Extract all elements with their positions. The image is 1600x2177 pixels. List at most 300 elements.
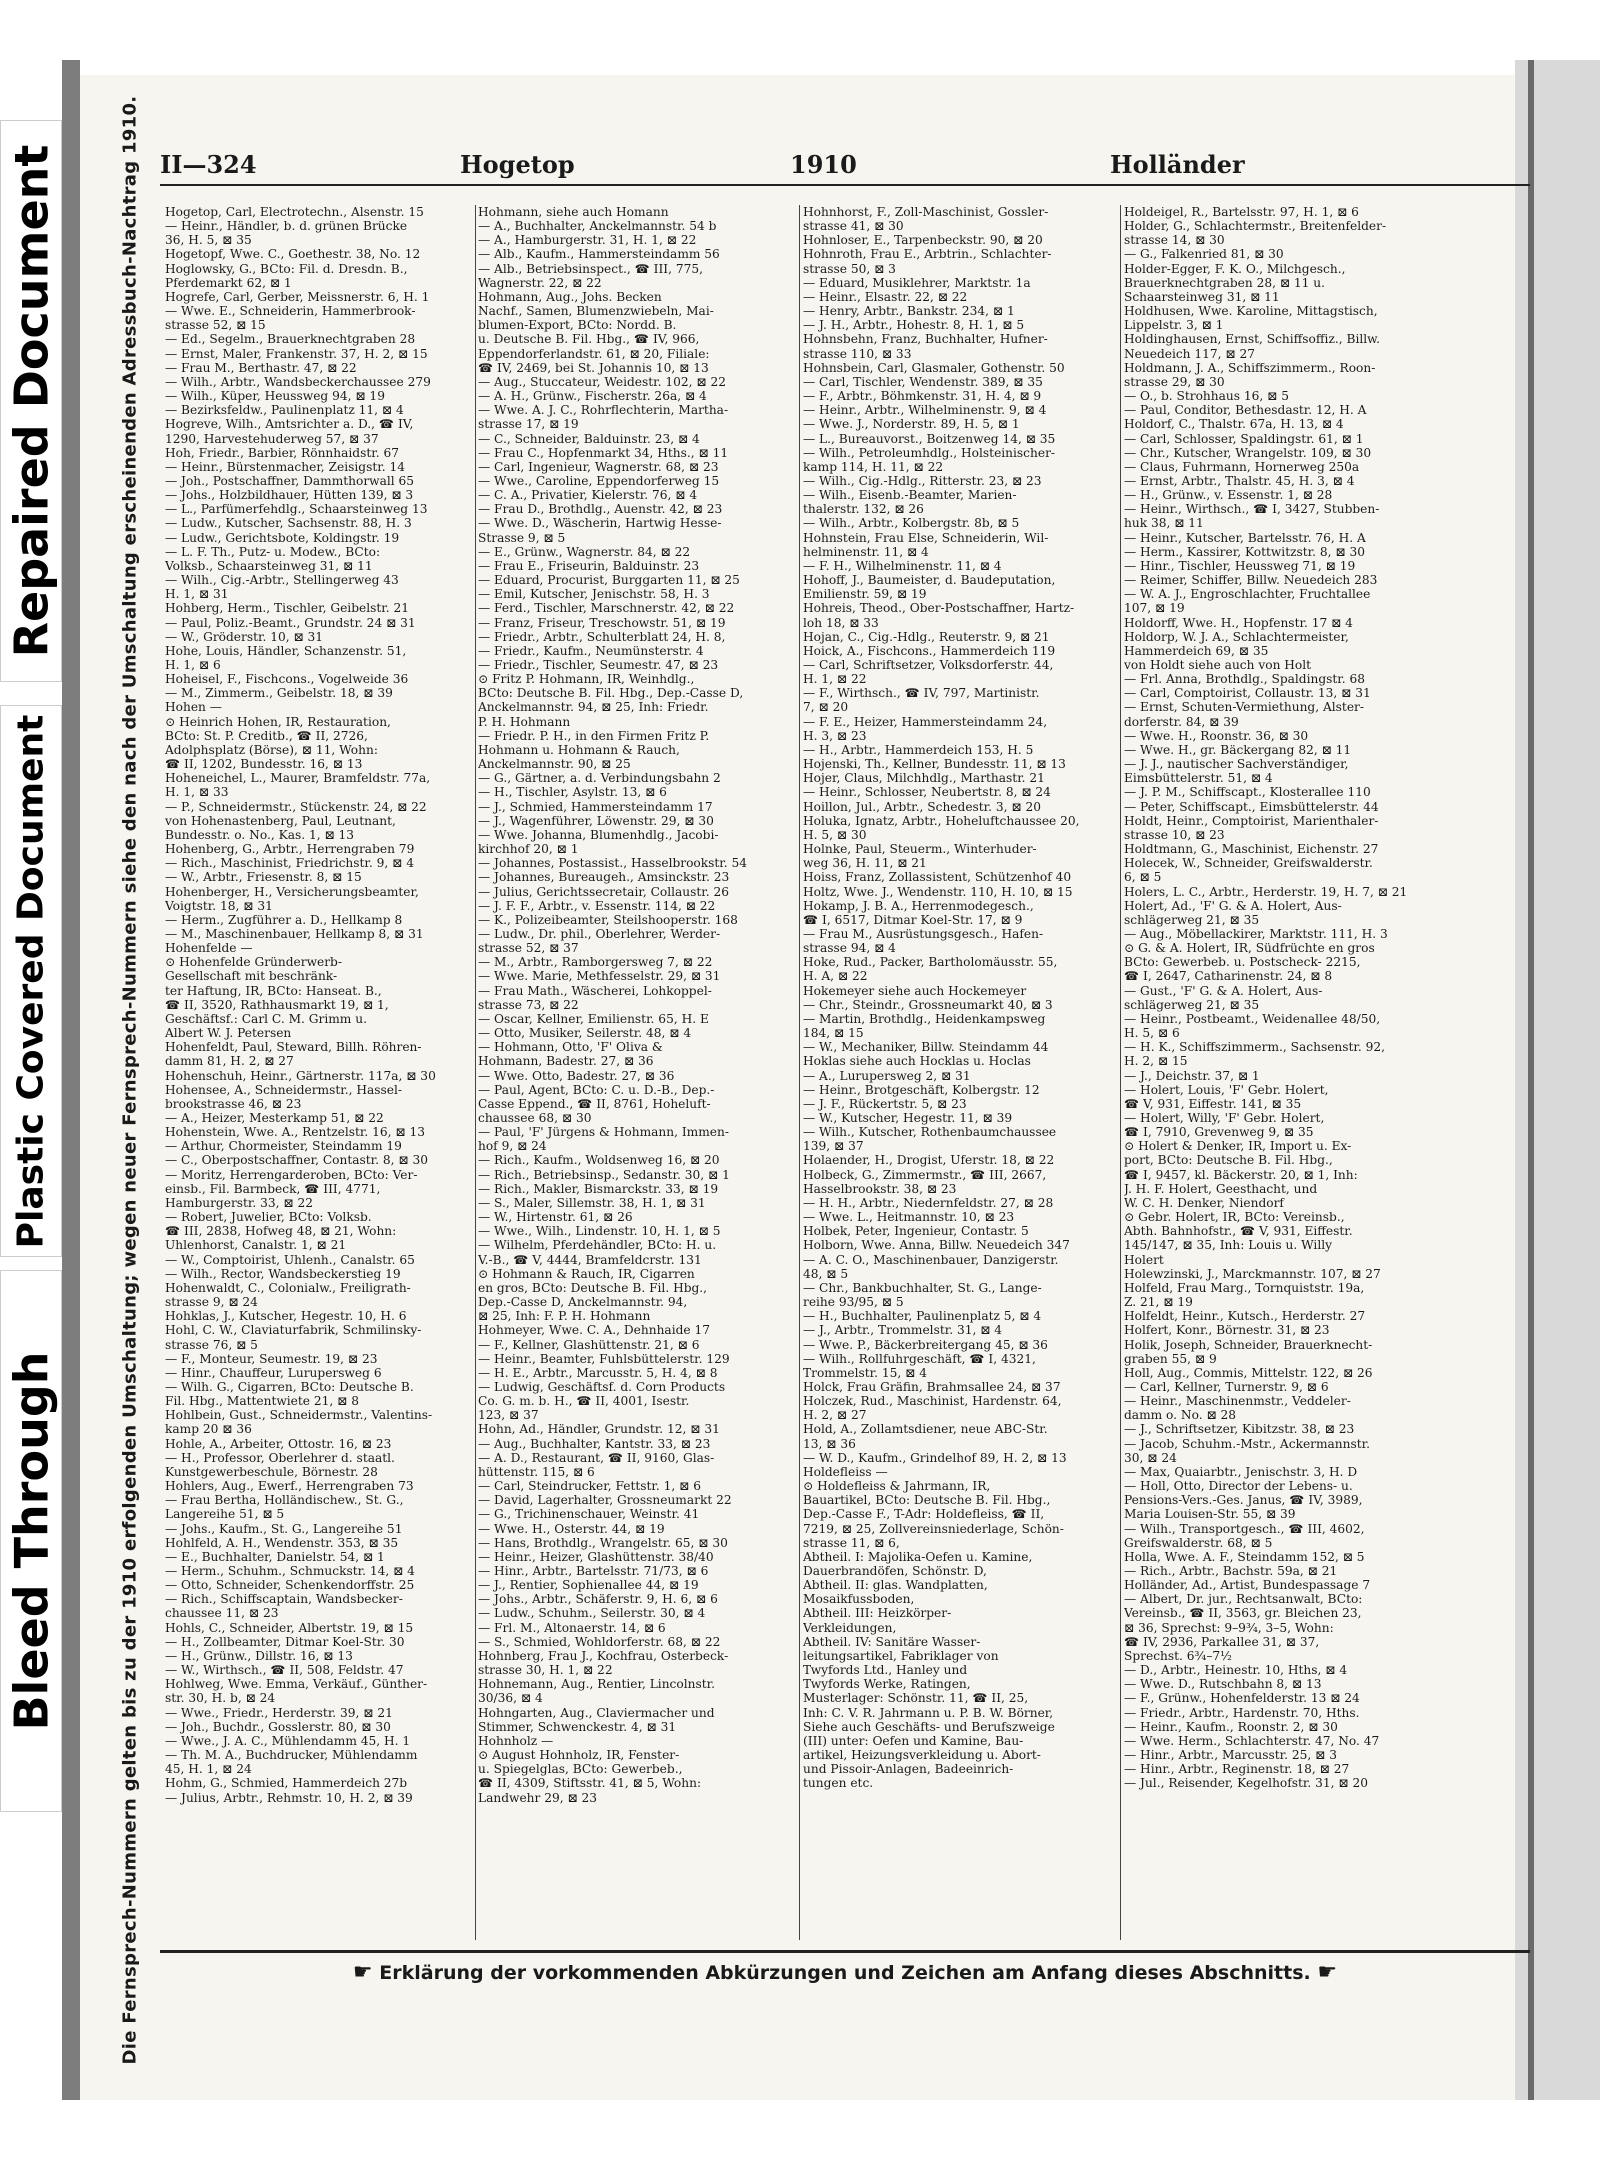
- directory-entry: W. C. H. Denker, Niendorf: [1124, 1195, 1284, 1210]
- directory-entry: Hogrefe, Carl, Gerber, Meissnerstr. 6, H. 1: [165, 289, 430, 304]
- directory-entry: Hohmann, Badestr. 27, ⊠ 36: [478, 1054, 654, 1069]
- directory-entry: — Wwe. E., Schneiderin, Hammerbrook-: [165, 304, 416, 319]
- directory-entry: — A. C. O., Maschinenbauer, Danzigerstr.: [803, 1252, 1059, 1267]
- directory-entry: 145/147, ⊠ 35, Inh: Louis u. Willy: [1124, 1238, 1333, 1253]
- directory-entry: — L. F. Th., Putz- u. Modew., BCto:: [165, 544, 381, 559]
- directory-entry: — E., Buchhalter, Danielstr. 54, ⊠ 1: [165, 1549, 385, 1564]
- directory-entry: Hohlfeld, A. H., Wendenstr. 353, ⊠ 35: [165, 1535, 399, 1550]
- directory-entry: — Wilh., Cig.-Hdlg., Ritterstr. 23, ⊠ 23: [803, 473, 1042, 488]
- directory-entry: — Holert, Louis, 'F' Gebr. Holert,: [1124, 1082, 1329, 1097]
- directory-entry: — G., Trichinenschauer, Weinstr. 41: [478, 1507, 700, 1522]
- directory-entry: — F., Wirthsch., ☎ IV, 797, Martinistr.: [803, 686, 1040, 701]
- directory-entry: — Heinr., Händler, b. d. grünen Brücke: [165, 219, 408, 234]
- directory-entry: Hohmann u. Hohmann & Rauch,: [478, 742, 680, 757]
- directory-entry: — Hinr., Chauffeur, Lurupersweg 6: [165, 1365, 382, 1380]
- directory-entry: Holdhusen, Wwe. Karoline, Mittagstisch,: [1124, 304, 1378, 319]
- directory-entry: — C. A., Privatier, Kielerstr. 76, ⊠ 4: [478, 488, 698, 503]
- directory-entry: — Moritz, Herrengarderoben, BCto: Ver-: [165, 1167, 418, 1182]
- directory-entry: port, BCto: Deutsche B. Fil. Hbg.,: [1124, 1153, 1333, 1168]
- directory-entry: Abth. Bahnhofstr., ☎ V, 931, Eiffestr.: [1124, 1224, 1353, 1239]
- directory-entry: — Jacob, Schuhm.-Mstr., Ackermannstr.: [1124, 1436, 1371, 1451]
- directory-entry: Pferdemarkt 62, ⊠ 1: [165, 275, 292, 290]
- directory-entry: Dep.-Casse D, Anckelmannstr. 94,: [478, 1295, 688, 1310]
- directory-entry: — Wilh., Arbtr., Kolbergstr. 8b, ⊠ 5: [803, 516, 1020, 531]
- directory-entry: von Holdt siehe auch von Holt: [1124, 658, 1312, 672]
- directory-entry: — Ernst, Schuten-Vermiethung, Alster-: [1124, 700, 1364, 715]
- directory-entry: — Heinr., Kutscher, Bartelsstr. 76, H. A: [1124, 530, 1366, 545]
- directory-entry: ⊙ Gebr. Holert, IR, BCto: Vereinsb.,: [1124, 1210, 1345, 1225]
- repaired-document-text: Repaired Document: [4, 144, 59, 658]
- directory-entry: Holdeigel, R., Bartelsstr. 97, H. 1, ⊠ 6: [1124, 205, 1359, 219]
- directory-entry: en gros, BCto: Deutsche B. Fil. Hbg.,: [478, 1280, 708, 1295]
- directory-entry: Hoh, Friedr., Barbier, Rönnhaidstr. 67: [165, 445, 399, 460]
- directory-entry: kirchhof 20, ⊠ 1: [478, 842, 579, 857]
- directory-entry: Hoiss, Franz, Zollassistent, Schützenhof 40: [803, 870, 1072, 885]
- directory-entry: 107, ⊠ 19: [1124, 601, 1185, 616]
- directory-entry: Hohngarten, Aug., Claviermacher und: [478, 1705, 715, 1720]
- directory-entry: Kunstgewerbeschule, Börnestr. 28: [165, 1464, 378, 1479]
- directory-entry: Nachf., Samen, Blumenzwiebeln, Mai-: [478, 304, 714, 319]
- directory-entry: Dep.-Casse F., T-Adr: Holdefleiss, ☎ II,: [803, 1507, 1045, 1522]
- directory-entry: H. 5, ⊠ 30: [803, 827, 867, 842]
- directory-entry: Trommelstr. 15, ⊠ 4: [803, 1365, 927, 1380]
- directory-entry: — Peter, Schiffscapt., Eimsbüttelerstr. 44: [1124, 799, 1379, 814]
- directory-entry: Hohenstein, Wwe. A., Rentzelstr. 16, ⊠ 13: [165, 1125, 425, 1140]
- directory-entry: Holdinghausen, Ernst, Schiffsoffiz., Billw.: [1124, 332, 1380, 347]
- directory-entry: ⊙ Holdefleiss & Jahrmann, IR,: [803, 1479, 991, 1494]
- directory-entry: Hammerdeich 69, ⊠ 35: [1124, 643, 1269, 658]
- directory-entry: Holik, Joseph, Schneider, Brauerknecht-: [1124, 1337, 1373, 1352]
- directory-entry: Neuedeich 117, ⊠ 27: [1124, 346, 1256, 361]
- directory-entry: Holdt, Heinr., Comptoirist, Marienthaler-: [1124, 813, 1379, 828]
- directory-entry: Holbeck, G., Zimmermstr., ☎ III, 2667,: [803, 1167, 1047, 1182]
- directory-entry: — G., Falkenried 81, ⊠ 30: [1124, 247, 1284, 262]
- directory-entry: Hohl, C. W., Claviaturfabrik, Schmilinsky-: [165, 1323, 422, 1338]
- directory-entry: Holbek, Peter, Ingenieur, Contastr. 5: [803, 1224, 1029, 1239]
- directory-entry: — Rich., Makler, Bismarckstr. 33, ⊠ 19: [478, 1181, 719, 1196]
- directory-entry: 7, ⊠ 20: [803, 700, 849, 715]
- directory-entry: H. 2, ⊠ 27: [803, 1408, 867, 1423]
- directory-entry: leitungsartikel, Fabriklager von: [803, 1648, 999, 1663]
- directory-entry: — H., Grünw., v. Essenstr. 1, ⊠ 28: [1124, 488, 1333, 503]
- directory-entry: — Ludw., Gerichtsbote, Koldingstr. 19: [165, 530, 400, 545]
- directory-entry: H. 1, ⊠ 33: [165, 785, 229, 800]
- directory-entry: strasse 76, ⊠ 5: [165, 1337, 258, 1352]
- directory-entry: — Johs., Holzbildhauer, Hütten 139, ⊠ 3: [165, 488, 414, 503]
- directory-entry: — M., Zimmerm., Geibelstr. 18, ⊠ 39: [165, 686, 393, 701]
- directory-entry: strasse 50, ⊠ 3: [803, 261, 896, 276]
- directory-entry: — Wwe. D., Wäscherin, Hartwig Hesse-: [478, 516, 722, 531]
- directory-entry: Hohreis, Theod., Ober-Postschaffner, Hartz-: [803, 601, 1075, 616]
- plastic-covered-text: Plastic Covered Document: [10, 714, 52, 1248]
- directory-entry: — F., Monteur, Seumestr. 19, ⊠ 23: [165, 1351, 378, 1366]
- directory-entry: Hohberg, Herm., Tischler, Geibelstr. 21: [165, 601, 410, 616]
- directory-entry: 6, ⊠ 5: [1124, 870, 1162, 885]
- directory-entry: ⊙ Hohmann & Rauch, IR, Cigarren: [478, 1266, 695, 1281]
- column-1: [165, 205, 475, 1940]
- directory-entry: — W. D., Kaufm., Grindelhof 89, H. 2, ⊠ 13: [803, 1450, 1067, 1465]
- directory-entry: Holborn, Wwe. Anna, Billw. Neuedeich 347: [803, 1238, 1070, 1253]
- directory-entry: — Frl. M., Altonaerstr. 14, ⊠ 6: [478, 1620, 666, 1635]
- directory-entry: Hogreve, Wilh., Amtsrichter a. D., ☎ IV,: [165, 417, 414, 432]
- directory-entry: Hojer, Claus, Milchhdlg., Marthastr. 21: [803, 771, 1045, 786]
- directory-entry: Hohls, C., Schneider, Albertstr. 19, ⊠ 15: [165, 1620, 414, 1635]
- directory-entry: — W., Hirtenstr. 61, ⊠ 26: [478, 1210, 633, 1225]
- directory-entry: — Wilh., Cig.-Arbtr., Stellingerweg 43: [165, 573, 399, 588]
- directory-entry: brookstrasse 46, ⊠ 23: [165, 1096, 302, 1111]
- directory-entry: hüttenstr. 115, ⊠ 6: [478, 1464, 595, 1479]
- directory-entry: BCto: Gewerbeb. u. Postscheck- 2215,: [1124, 955, 1361, 970]
- directory-entry: Hohmeyer, Wwe. C. A., Dehnhaide 17: [478, 1323, 710, 1338]
- directory-entry: Hohenwaldt, C., Colonialw., Freiligrath-: [165, 1280, 411, 1295]
- directory-entry: — W., Kutscher, Hegestr. 11, ⊠ 39: [803, 1111, 1013, 1125]
- directory-entry: Hohklas, J., Kutscher, Hegestr. 10, H. 6: [165, 1309, 407, 1324]
- directory-entry: — Wwe. Marie, Methfesselstr. 29, ⊠ 31: [478, 969, 721, 984]
- directory-entry: Hoklas siehe auch Hocklas u. Hoclas: [803, 1054, 1031, 1069]
- directory-entry: — W., Comptoirist, Uhlenh., Canalstr. 65: [165, 1252, 415, 1267]
- directory-entry: strasse 41, ⊠ 30: [803, 219, 904, 234]
- directory-entry: — Hinr., Arbtr., Marcusstr. 25, ⊠ 3: [1124, 1748, 1337, 1763]
- directory-entry: Hohlers, Aug., Ewerf., Herrengraben 73: [165, 1479, 414, 1494]
- directory-entry: strasse 110, ⊠ 33: [803, 346, 912, 361]
- directory-entry: — Eduard, Procurist, Burggarten 11, ⊠ 25: [478, 573, 740, 588]
- directory-entry: — Wwe. H., Roonstr. 36, ⊠ 30: [1124, 728, 1309, 743]
- directory-entry: — Wilh., Rollfuhrgeschäft, ☎ I, 4321,: [803, 1351, 1036, 1366]
- directory-entry: Vereinsb., ☎ II, 3563, gr. Bleichen 23,: [1124, 1606, 1362, 1621]
- directory-entry: Hoheneichel, L., Maurer, Bramfeldstr. 77a,: [165, 771, 431, 786]
- directory-entry: Verkleidungen,: [803, 1620, 897, 1635]
- directory-entry: — J., Rentier, Sophienallee 44, ⊠ 19: [478, 1578, 699, 1593]
- directory-entry: — Eduard, Musiklehrer, Marktstr. 1a: [803, 275, 1031, 290]
- directory-entry: — Oscar, Kellner, Emilienstr. 65, H. E: [478, 1011, 709, 1026]
- directory-entry: — Johannes, Postassist., Hasselbrookstr. 54: [478, 856, 748, 871]
- directory-entry: — Frl. Anna, Brothdlg., Spaldingstr. 68: [1124, 672, 1366, 687]
- directory-entry: — Wilh., Eisenb.-Beamter, Marien-: [803, 488, 1017, 503]
- directory-entry: 139, ⊠ 37: [803, 1139, 864, 1154]
- directory-entry: strasse 29, ⊠ 30: [1124, 374, 1225, 389]
- column-divider: [799, 205, 800, 1940]
- directory-entry: dorferstr. 84, ⊠ 39: [1124, 714, 1239, 729]
- directory-entry: Hogetop, Carl, Electrotechn., Alsenstr. 15: [165, 205, 424, 219]
- directory-entry: helminenstr. 11, ⊠ 4: [803, 544, 929, 559]
- directory-entry: — Martin, Brothdlg., Heidenkampsweg: [803, 1011, 1046, 1026]
- directory-entry: — Wwe., Caroline, Eppendorferweg 15: [478, 473, 720, 488]
- directory-entry: Fil. Hbg., Mattentwiete 21, ⊠ 8: [165, 1394, 359, 1409]
- directory-entry: Holdorf, C., Thalstr. 67a, H. 13, ⊠ 4: [1124, 417, 1344, 432]
- directory-entry: ☎ III, 2838, Hofweg 48, ⊠ 21, Wohn:: [165, 1224, 397, 1239]
- directory-entry: — Rich., Kaufm., Woldsenweg 16, ⊠ 20: [478, 1153, 720, 1168]
- directory-entry: 184, ⊠ 15: [803, 1026, 864, 1041]
- directory-entry: Gesellschaft mit beschränk-: [165, 969, 338, 984]
- directory-entry: — Jul., Reisender, Kegelhofstr. 31, ⊠ 20: [1124, 1776, 1369, 1791]
- directory-entry: — Carl, Schlosser, Spaldingstr. 61, ⊠ 1: [1124, 431, 1364, 446]
- directory-entry: — Ernst, Arbtr., Thalstr. 45, H. 3, ⊠ 4: [1124, 473, 1355, 488]
- directory-entry: Hohlbein, Gust., Schneidermstr., Valentins-: [165, 1408, 433, 1423]
- directory-entry: Hohmann, Aug., Johs. Becken: [478, 289, 662, 304]
- directory-entry: — Carl, Ingenieur, Wagnerstr. 68, ⊠ 23: [478, 459, 719, 474]
- directory-entry: hof 9, ⊠ 24: [478, 1139, 547, 1154]
- directory-entry: ☎ IV, 2469, bei St. Johannis 10, ⊠ 13: [478, 360, 709, 375]
- directory-entry: — J. F., Rückertstr. 5, ⊠ 23: [803, 1096, 967, 1111]
- directory-entry: Schaarsteinweg 31, ⊠ 11: [1124, 289, 1280, 304]
- directory-entry: ⊙ Holert & Denker, IR, Import u. Ex-: [1124, 1139, 1352, 1154]
- directory-entry: Strasse 9, ⊠ 5: [478, 530, 566, 545]
- directory-entry: Emilienstr. 59, ⊠ 19: [803, 587, 927, 602]
- directory-entry: 36, H. 5, ⊠ 35: [165, 233, 252, 248]
- directory-entry: — Wilh., Küper, Heussweg 94, ⊠ 19: [165, 389, 385, 404]
- directory-entry: ☎ I, 9457, kl. Bäckerstr. 20, ⊠ 1, Inh:: [1124, 1167, 1358, 1182]
- directory-entry: 123, ⊠ 37: [478, 1408, 539, 1423]
- directory-entry: ☎ I, 6517, Ditmar Koel-Str. 17, ⊠ 9: [803, 912, 1023, 927]
- directory-entry: Anckelmannstr. 90, ⊠ 25: [478, 757, 631, 772]
- directory-entry: J. H. F. Holert, Geesthacht, und: [1124, 1181, 1318, 1196]
- directory-entry: — Paul, Agent, BCto: C. u. D.-B., Dep.-: [478, 1082, 715, 1097]
- directory-entry: — Heinr., Beamter, Fuhlsbüttelerstr. 129: [478, 1351, 730, 1366]
- directory-entry: — Frau C., Hopfenmarkt 34, Hths., ⊠ 11: [478, 445, 729, 460]
- directory-entry: Hohen —: [165, 700, 222, 715]
- directory-entry: — J., Schmied, Hammersteindamm 17: [478, 799, 713, 814]
- directory-entry: Hohle, A., Arbeiter, Ottostr. 16, ⊠ 23: [165, 1436, 392, 1451]
- directory-entry: strasse 11, ⊠ 6,: [803, 1535, 900, 1550]
- directory-entry: Hohenfelde —: [165, 941, 253, 956]
- directory-entry: — J., Arbtr., Trommelstr. 31, ⊠ 4: [803, 1323, 1003, 1338]
- directory-entry: — M., Arbtr., Ramborgersweg 7, ⊠ 22: [478, 955, 713, 970]
- directory-entry: — Wwe. D., Rutschbahn 8, ⊠ 13: [1124, 1677, 1322, 1692]
- directory-entry: — A., Heizer, Mesterkamp 51, ⊠ 22: [165, 1111, 384, 1125]
- directory-entry: Hohnsbein, Carl, Glasmaler, Gothenstr. 50: [803, 360, 1065, 375]
- directory-entry: — G., Gärtner, a. d. Verbindungsbahn 2: [478, 771, 721, 786]
- page-footer: [160, 1960, 1530, 1985]
- directory-entry: Dauerbrandöfen, Schönstr. D,: [803, 1564, 987, 1578]
- directory-entry: — Franz, Friseur, Treschowstr. 51, ⊠ 19: [478, 615, 726, 630]
- directory-entry: — Wilhelm, Pferdehändler, BCto: H. u.: [478, 1238, 717, 1253]
- directory-entry: — Heinr., Bürstenmacher, Zeisigstr. 14: [165, 459, 405, 474]
- directory-entry: Holers, L. C., Arbtr., Herderstr. 19, H. 7, ⊠ 21: [1124, 884, 1408, 899]
- directory-entry: — Arthur, Chormeister, Steindamm 19: [165, 1139, 402, 1154]
- directory-entry: Hohnemann, Aug., Rentier, Lincolnstr.: [478, 1677, 715, 1692]
- directory-entry: ☎ II, 3520, Rathhausmarkt 19, ⊠ 1,: [165, 997, 389, 1012]
- directory-entry: — Chr., Bankbuchhalter, St. G., Lange-: [803, 1280, 1042, 1295]
- directory-entry: — Ernst, Maler, Frankenstr. 37, H. 2, ⊠ 15: [165, 346, 428, 361]
- directory-entry: Musterlager: Schönstr. 11, ☎ II, 25,: [803, 1691, 1029, 1706]
- directory-entry: Hoillon, Jul., Arbtr., Schedestr. 3, ⊠ 20: [803, 799, 1042, 814]
- directory-entry: Co. G. m. b. H., ☎ II, 4001, Isestr.: [478, 1394, 690, 1409]
- directory-entry: Geschäftsf.: Carl C. M. Grimm u.: [165, 1011, 367, 1026]
- directory-entry: — A., Hamburgerstr. 31, H. 1, ⊠ 22: [478, 233, 697, 248]
- directory-entry: ☎ IV, 2936, Parkallee 31, ⊠ 37,: [1124, 1634, 1320, 1649]
- directory-entry: — Rich., Maschinist, Friedrichstr. 9, ⊠ 4: [165, 856, 414, 871]
- directory-entry: — Henry, Arbtr., Bankstr. 234, ⊠ 1: [803, 304, 1015, 319]
- directory-entry: — Max, Quaiarbtr., Jenischstr. 3, H. D: [1124, 1464, 1358, 1479]
- directory-entry: Holecek, W., Schneider, Greifswalderstr.: [1124, 856, 1373, 871]
- directory-entry: — Johs., Arbtr., Schäferstr. 9, H. 6, ⊠ 6: [478, 1592, 718, 1607]
- directory-entry: Holdorp, W. J. A., Schlachtermeister,: [1124, 629, 1349, 644]
- directory-entry: Eimsbüttelerstr. 51, ⊠ 4: [1124, 771, 1273, 786]
- directory-entry: — D., Arbtr., Heinestr. 10, Hths, ⊠ 4: [1124, 1663, 1348, 1678]
- directory-entry: — Alb., Betriebsinspect., ☎ III, 775,: [478, 261, 703, 276]
- directory-entry: thalerstr. 132, ⊠ 26: [803, 502, 924, 517]
- directory-entry: Holnke, Paul, Steuerm., Winterhuder-: [803, 842, 1037, 857]
- directory-entry: Hohnhorst, F., Zoll-Maschinist, Gossler-: [803, 205, 1049, 219]
- directory-entry: strasse 94, ⊠ 4: [803, 941, 896, 956]
- directory-entry: Maria Louisen-Str. 55, ⊠ 39: [1124, 1507, 1296, 1522]
- directory-entry: ter Haftung, IR, BCto: Hanseat. B.,: [165, 983, 382, 998]
- directory-entry: — Wwe. P., Bäckerbreitergang 45, ⊠ 36: [803, 1337, 1048, 1352]
- directory-entry: H. 1, ⊠ 6: [165, 658, 221, 672]
- directory-entry: — Heinr., Arbtr., Wilhelminenstr. 9, ⊠ 4: [803, 403, 1047, 418]
- directory-entry: H. 3, ⊠ 23: [803, 728, 867, 743]
- directory-entry: Holländer, Ad., Artist, Bundespassage 7: [1124, 1578, 1371, 1593]
- directory-entry: Hoke, Rud., Packer, Bartholomäusstr. 55,: [803, 955, 1058, 970]
- directory-entry: — Gust., 'F' G. & A. Holert, Aus-: [1124, 983, 1323, 998]
- directory-entry: ☎ I, 2647, Catharinenstr. 24, ⊠ 8: [1124, 969, 1333, 984]
- directory-entry: Langereihe 51, ⊠ 5: [165, 1507, 285, 1522]
- pointing-hand-icon: ☛: [352, 1960, 373, 1985]
- binding-gutter-line: [1528, 60, 1534, 2100]
- directory-entry: Hohoff, J., Baumeister, d. Baudeputation,: [803, 573, 1056, 588]
- plastic-covered-label: [0, 705, 62, 1257]
- directory-entry: weg 36, H. 11, ⊠ 21: [803, 856, 927, 871]
- directory-entry: Brauerknechtgraben 28, ⊠ 11 u.: [1124, 275, 1326, 290]
- directory-entry: Inh: C. V. R. Jahrmann u. P. B. W. Börner,: [803, 1705, 1054, 1720]
- directory-entry: BCto: Deutsche B. Fil. Hbg., Dep.-Casse D,: [478, 686, 744, 701]
- directory-entry: Hohenschuh, Heinr., Gärtnerstr. 117a, ⊠ 30: [165, 1068, 436, 1083]
- directory-entry: — H., Zollbeamter, Ditmar Koel-Str. 30: [165, 1634, 405, 1649]
- column-3: [803, 205, 1118, 1940]
- directory-entry: Hohnholz —: [478, 1733, 554, 1748]
- directory-entry: — Wwe. A. J. C., Rohrflechterin, Martha-: [478, 403, 729, 418]
- directory-entry: P. H. Hohmann: [478, 714, 571, 729]
- directory-entry: — Ludw., Dr. phil., Oberlehrer, Werder-: [478, 926, 721, 941]
- directory-entry: — H. E., Arbtr., Marcusstr. 5, H. 4, ⊠ 8: [478, 1365, 718, 1380]
- directory-entry: Volksb., Schaarsteinweg 31, ⊠ 11: [165, 558, 373, 573]
- directory-entry: einsb., Fil. Barmbeck, ☎ III, 4771,: [165, 1181, 381, 1196]
- directory-entry: Holla, Wwe. A. F., Steindamm 152, ⊠ 5: [1124, 1549, 1365, 1564]
- directory-entry: — Hinr., Tischler, Heussweg 71, ⊠ 19: [1124, 558, 1356, 573]
- directory-entry: Voigtstr. 18, ⊠ 31: [165, 898, 273, 913]
- directory-entry: — Ludwig, Geschäftsf. d. Corn Products: [478, 1379, 726, 1394]
- directory-entry: Z. 21, ⊠ 19: [1124, 1295, 1193, 1310]
- directory-entry: Hoglowsky, G., BCto: Fil. d. Dresdn. B.,: [165, 261, 408, 276]
- directory-entry: Hohn, Ad., Händler, Grundstr. 12, ⊠ 31: [478, 1422, 720, 1437]
- directory-entry: — A., Lurupersweg 2, ⊠ 31: [803, 1068, 971, 1083]
- directory-entry: — Ludw., Schuhm., Seilerstr. 30, ⊠ 4: [478, 1606, 706, 1621]
- directory-entry: schlägerweg 21, ⊠ 35: [1124, 912, 1260, 927]
- directory-entry: 48, ⊠ 5: [803, 1266, 849, 1281]
- directory-entry: graben 55, ⊠ 9: [1124, 1351, 1217, 1366]
- directory-entry: Casse Eppend., ☎ II, 8761, Hoheluft-: [478, 1096, 711, 1111]
- directory-entry: Hogetopf, Wwe. C., Goethestr. 38, No. 12: [165, 247, 421, 262]
- directory-entry: Abtheil. III: Heizkörper-: [803, 1606, 952, 1621]
- directory-entry: H. 2, ⊠ 15: [1124, 1054, 1188, 1069]
- directory-entry: — Frau E., Friseurin, Balduinstr. 23: [478, 558, 700, 573]
- directory-entry: H. 5, ⊠ 6: [1124, 1026, 1180, 1041]
- directory-entry: — J. J., nautischer Sachverständiger,: [1124, 757, 1349, 772]
- directory-entry: Holdorff, Wwe. H., Hopfenstr. 17 ⊠ 4: [1124, 615, 1353, 630]
- directory-entry: (III) unter: Oefen und Kamine, Bau-: [803, 1733, 1024, 1748]
- directory-entry: ⊙ Heinrich Hohen, IR, Restauration,: [165, 714, 391, 729]
- footer-text: Erklärung der vorkommenden Abkürzungen und Zeichen am Anfang dieses Abschnitts.: [379, 1962, 1311, 1984]
- directory-entry: Sprechst. 6¾–7½: [1124, 1648, 1232, 1663]
- directory-entry: — Joh., Postschaffner, Dammthorwall 65: [165, 473, 415, 488]
- directory-entry: strasse 52, ⊠ 15: [165, 318, 266, 333]
- directory-entry: — J., Deichstr. 37, ⊠ 1: [1124, 1068, 1260, 1083]
- directory-entry: — P., Schneidermstr., Stückenstr. 24, ⊠ 22: [165, 799, 427, 814]
- directory-entry: Hohnloser, E., Tarpenbeckstr. 90, ⊠ 20: [803, 233, 1043, 248]
- directory-entry: — David, Lagerhalter, Grossneumarkt 22: [478, 1493, 732, 1508]
- directory-entry: — Joh., Buchdr., Gosslerstr. 80, ⊠ 30: [165, 1719, 391, 1734]
- directory-entry: — Ed., Segelm., Brauerknechtgraben 28: [165, 332, 416, 347]
- directory-entry: — A. D., Restaurant, ☎ II, 9160, Glas-: [478, 1450, 715, 1465]
- directory-entry: — Aug., Buchhalter, Kantstr. 33, ⊠ 23: [478, 1436, 711, 1451]
- directory-entry: Holck, Frau Gräfin, Brahmsallee 24, ⊠ 37: [803, 1379, 1061, 1394]
- directory-entry: — Herm., Kassirer, Kottwitzstr. 8, ⊠ 30: [1124, 544, 1365, 559]
- directory-entry: ⊠ 25, Inh: F. P. H. Hohmann: [478, 1309, 651, 1324]
- directory-entry: huk 38, ⊠ 11: [1124, 516, 1204, 531]
- vertical-notice: [100, 95, 160, 2065]
- directory-entry: Holdtmann, G., Maschinist, Eichenstr. 27: [1124, 842, 1379, 857]
- directory-entry: Hohenberg, G., Arbtr., Herrengraben 79: [165, 842, 415, 857]
- directory-entry: Pensions-Vers.-Ges. Janus, ☎ IV, 3989,: [1124, 1493, 1363, 1508]
- directory-entry: — Heinr., Elsastr. 22, ⊠ 22: [803, 289, 968, 304]
- directory-entry: — Wilh., Transportgesch., ☎ III, 4602,: [1124, 1521, 1365, 1536]
- directory-entry: — Frau Math., Wäscherei, Lohkoppel-: [478, 983, 712, 998]
- directory-entry: — Wwe. H., Osterstr. 44, ⊠ 19: [478, 1521, 665, 1536]
- directory-entry: — Paul, Poliz.-Beamt., Grundstr. 24 ⊠ 31: [165, 615, 416, 630]
- column-divider: [1120, 205, 1121, 1940]
- directory-entry: — Friedr., Arbtr., Schulterblatt 24, H. 8,: [478, 629, 726, 644]
- directory-entry: Holfeldt, Heinr., Kutsch., Herderstr. 27: [1124, 1309, 1366, 1324]
- directory-entry: Hold, A., Zollamtsdiener, neue ABC-Str.: [803, 1422, 1048, 1437]
- directory-entry: — Frau Bertha, Holländischew., St. G.,: [165, 1493, 404, 1508]
- directory-entry: — A., Buchhalter, Anckelmannstr. 54 b: [478, 219, 717, 234]
- directory-entry: — Julius, Arbtr., Rehmstr. 10, H. 2, ⊠ 39: [165, 1790, 413, 1805]
- directory-entry: — J. H., Arbtr., Hohestr. 8, H. 1, ⊠ 5: [803, 318, 1025, 333]
- directory-entry: — Chr., Steindr., Grossneumarkt 40, ⊠ 3: [803, 997, 1053, 1012]
- directory-entry: — Robert, Juwelier, BCto: Volksb.: [165, 1210, 372, 1225]
- directory-entry: ☎ II, 4309, Stiftsstr. 41, ⊠ 5, Wohn:: [478, 1776, 702, 1791]
- directory-entry: — Heinr., Schlosser, Neubertstr. 8, ⊠ 24: [803, 785, 1051, 800]
- directory-entry: — Wwe. Herm., Schlachterstr. 47, No. 47: [1124, 1733, 1380, 1748]
- directory-entry: — Hohmann, Otto, 'F' Oliva &: [478, 1040, 663, 1055]
- directory-entry: chaussee 68, ⊠ 30: [478, 1111, 592, 1125]
- directory-entry: Hokemeyer siehe auch Hockemeyer: [803, 983, 1027, 998]
- directory-entry: — H., Tischler, Asylstr. 13, ⊠ 6: [478, 785, 667, 800]
- directory-entry: 45, H. 1, ⊠ 24: [165, 1762, 252, 1777]
- directory-entry: — Th. M. A., Buchdrucker, Mühlendamm: [165, 1748, 418, 1763]
- directory-entry: Albert W. J. Petersen: [165, 1026, 292, 1041]
- directory-entry: strasse 52, ⊠ 37: [478, 941, 579, 956]
- directory-entry: — W., Arbtr., Friesenstr. 8, ⊠ 15: [165, 870, 362, 885]
- directory-entry: — H., Buchhalter, Paulinenplatz 5, ⊠ 4: [803, 1309, 1042, 1324]
- directory-entry: reihe 93/95, ⊠ 5: [803, 1295, 904, 1310]
- directory-entry: Hokamp, J. B. A., Herrenmodegesch.,: [803, 898, 1034, 913]
- directory-entry: Adolphsplatz (Börse), ⊠ 11, Wohn:: [165, 742, 378, 757]
- directory-entry: — S., Schmied, Wohldorferstr. 68, ⊠ 22: [478, 1634, 721, 1649]
- directory-entry: — Wwe. J., Norderstr. 89, H. 5, ⊠ 1: [803, 417, 1020, 432]
- directory-entry: str. 30, H. b, ⊠ 24: [165, 1691, 276, 1706]
- directory-entry: Mosaikfussboden,: [803, 1592, 915, 1607]
- directory-entry: Wagnerstr. 22, ⊠ 22: [478, 275, 602, 290]
- directory-entry: — Claus, Fuhrmann, Hornerweg 250a: [1124, 459, 1360, 474]
- directory-entry: — Reimer, Schiffer, Billw. Neuedeich 283: [1124, 573, 1378, 588]
- bleed-through-label: [0, 1270, 62, 1812]
- directory-entry: — Wwe. Otto, Badestr. 27, ⊠ 36: [478, 1068, 675, 1083]
- directory-entry: — Frau M., Berthastr. 47, ⊠ 22: [165, 360, 357, 375]
- directory-entry: strasse 14, ⊠ 30: [1124, 233, 1225, 248]
- directory-entry: — Heinr., Brotgeschäft, Kolbergstr. 12: [803, 1082, 1040, 1097]
- directory-entry: — W., Wirthsch., ☎ II, 508, Feldstr. 47: [165, 1663, 404, 1678]
